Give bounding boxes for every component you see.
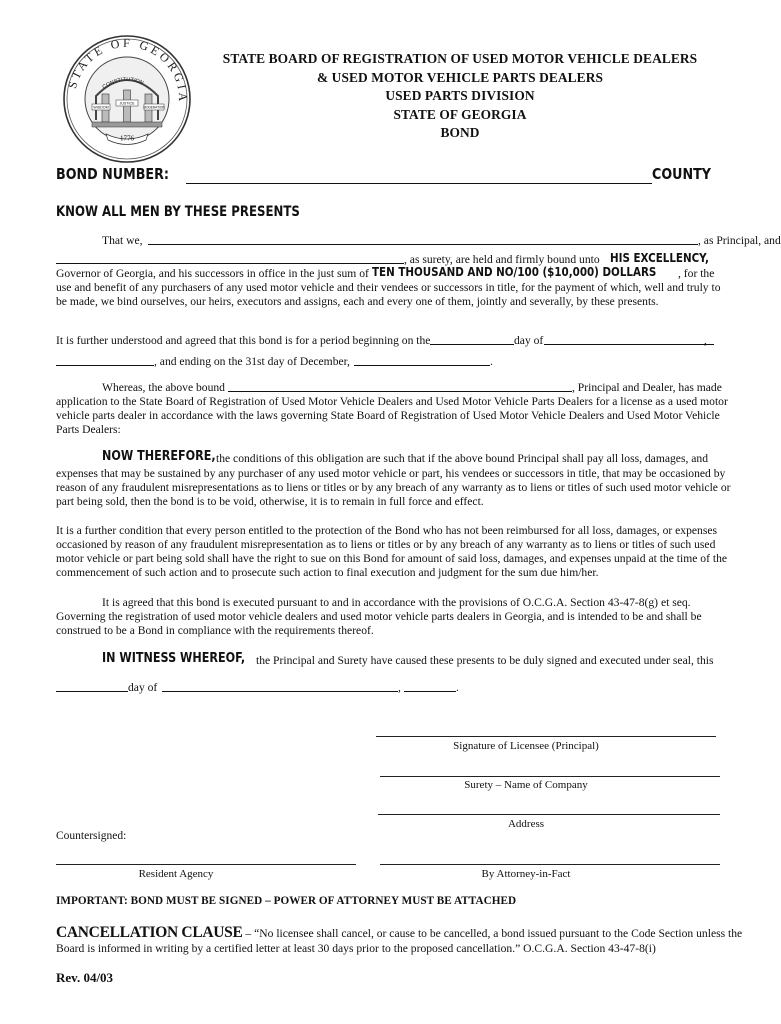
witness-month-field[interactable] [162, 681, 398, 692]
as-principal-text: , as Principal, and [698, 234, 781, 247]
p1-line-3: use and benefit of any purchasers of any used motor vehicle and their vendees or successors in title, for the payment of which, well and truly to [56, 281, 721, 294]
seal-arch-text: CONSTITUTION [101, 76, 145, 91]
seal-ribbon-wisdom: WISDOM [93, 105, 109, 110]
for-the-text: , for the [678, 267, 715, 280]
begin-comma: , [704, 334, 707, 347]
seal-outer-text: STATE OF GEORGIA [65, 35, 191, 105]
that-we-text: That we, [102, 234, 143, 247]
title-line-4: STATE OF GEORGIA [393, 106, 527, 122]
begin-month-field[interactable] [544, 334, 714, 345]
attorney-in-fact-caption: By Attorney-in-Fact [481, 868, 571, 880]
in-witness-heading: IN WITNESS WHEREOF, [102, 651, 246, 666]
p5-line-2: occasioned by reason of any fraudulent misrepresentation as to liens or titles or by any breach of any warranty as to liens or titles of such used [56, 538, 716, 551]
p5-line-1: It is a further condition that every person entitled to the protection of the Bond who has not been reimbursed for all loss, damages, or expenses [56, 524, 717, 537]
seal-year: 1776 [120, 134, 134, 143]
witness-period: . [456, 681, 459, 694]
whereas-paragraph [56, 381, 728, 437]
know-all-heading: KNOW ALL MEN BY THESE PRESENTS [56, 204, 300, 220]
licensee-signature-caption: Signature of Licensee (Principal) [453, 740, 599, 752]
attorney-in-fact-line[interactable] [380, 864, 720, 865]
period-beginning-text: It is further understood and agreed that this bond is for a period beginning on the [56, 334, 431, 347]
title-line-2: & USED MOTOR VEHICLE PARTS DEALERS [316, 69, 604, 85]
begin-year-field[interactable] [56, 355, 154, 366]
as-surety-text: , as surety, are held and firmly bound unto [404, 253, 600, 266]
address-caption: Address [507, 818, 545, 830]
ending-text: , and ending on the 31st day of December, [154, 355, 350, 368]
witness-comma: , [398, 681, 401, 694]
seal-ribbon-justice: JUSTICE [119, 101, 135, 106]
countersigned-label: Countersigned: [56, 830, 127, 842]
whereas-text: Whereas, the above bound [102, 381, 225, 394]
in-witness-paragraph [56, 651, 724, 695]
now-therefore-paragraph [56, 449, 731, 509]
begin-day-field[interactable] [430, 334, 514, 345]
title-line-5: BOND [440, 125, 480, 140]
p3-line-4: Parts Dealers: [56, 423, 121, 436]
surety-name-field[interactable] [56, 253, 404, 264]
further-condition-paragraph [56, 524, 728, 580]
revision-label: Rev. 04/03 [56, 970, 114, 985]
important-notice: IMPORTANT: BOND MUST BE SIGNED – POWER OF ATTORNEY MUST BE ATTACHED [56, 895, 517, 907]
resident-agency-line[interactable] [56, 864, 356, 865]
p3-line-3: vehicle parts dealer in accordance with the laws governing State Board of Registration of Used Motor Vehicle Dealers and Used Motor Vehicle [56, 409, 720, 422]
p4-line-2: expenses that may be sustained by any purchaser of any used motor vehicle or part, his vendees or successors in title, that may be occasioned by [56, 467, 726, 480]
resident-agency-caption: Resident Agency [138, 868, 214, 880]
now-therefore-heading: NOW THEREFORE, [102, 449, 216, 464]
principal-name-field[interactable] [148, 234, 698, 245]
p5-line-4: commencement of such action and to prosecute such action to final execution and judgment for the sum due him/her. [56, 566, 599, 579]
bond-sum-text: TEN THOUSAND AND NO/100 ($10,000) DOLLARS [372, 265, 657, 279]
county-field[interactable] [396, 169, 652, 184]
p4-line-4: part being sold, then the bond is to be void, otherwise, it is to remain in full force and effect. [56, 495, 484, 508]
p1-line-4: be made, we bind ourselves, our heirs, executors and assigns, each and every one of them, jointly and severally, by these presents. [56, 295, 659, 308]
bond-period-paragraph [56, 334, 724, 369]
begin-day-of-text: day of [514, 334, 544, 347]
surety-company-caption: Surety – Name of Company [464, 779, 588, 791]
bond-number-row [56, 165, 356, 185]
ending-period: . [490, 355, 493, 368]
ending-year-field[interactable] [354, 355, 490, 366]
p6-line-1: It is agreed that this bond is executed pursuant to and in accordance with the provisions of O.C.G.A. Section 43-47-8(g) et seq. [102, 596, 691, 609]
title-line-1: STATE BOARD OF REGISTRATION OF USED MOTOR VEHICLE DEALERS [222, 51, 698, 66]
bond-number-field[interactable] [186, 169, 402, 184]
seal-ribbon-moderation: MODERATION [143, 105, 165, 110]
p4-line-3: reason of any fraudulent misrepresentations as to liens or titles or by any breach of any warranty as to liens or titles of such used motor vehicle or [56, 481, 731, 494]
georgia-state-seal [62, 34, 192, 164]
form-title [200, 50, 720, 143]
witness-day-of-text: day of [128, 681, 158, 694]
principal-surety-paragraph [56, 234, 781, 309]
title-line-3: USED PARTS DIVISION [385, 88, 535, 103]
p5-line-3: motor vehicle or part being sold shall have the right to sue on this Bond for amount of said loss, damages, and expenses unpaid at the time of the [56, 552, 728, 565]
ocga-paragraph [56, 596, 724, 638]
p4-line-1: the conditions of this obligation are such that if the above bound Principal shall pay all loss, damages, and [216, 452, 708, 465]
licensee-signature-line[interactable] [376, 736, 716, 737]
witness-day-field[interactable] [56, 681, 128, 692]
his-excellency-text: HIS EXCELLENCY, [610, 251, 709, 265]
surety-company-line[interactable] [380, 776, 720, 777]
address-line[interactable] [378, 814, 720, 815]
p6-line-2: Governing the registration of used motor vehicle dealers and used motor vehicle parts dealers in Georgia, and is intended to be and shall be [56, 610, 702, 623]
p3-line-2: application to the State Board of Registration of Used Motor Vehicle Dealers and Used Motor Vehicle Parts Dealers for a license as a used motor [56, 395, 728, 408]
witness-year-field[interactable] [404, 681, 456, 692]
cancellation-heading: CANCELLATION CLAUSE [56, 924, 243, 941]
bond-number-label: BOND NUMBER: [56, 165, 169, 183]
in-witness-text: the Principal and Surety have caused these presents to be duly signed and executed under seal, this [256, 654, 714, 667]
principal-dealer-text: , Principal and Dealer, has made [572, 381, 722, 394]
governor-text: Governor of Georgia, and his successors in office in the just sum of [56, 267, 369, 280]
cancellation-text-1: – “No licensee shall cancel, or cause to be cancelled, a bond issued pursuant to the Code Section unless the [242, 927, 743, 940]
cancellation-text-2: Board is informed in writing by a certified letter at least 30 days prior to the proposed cancellation.” O.C.G.A. Section 43-47-8(i) [56, 942, 656, 955]
county-label: COUNTY [652, 165, 711, 183]
p6-line-3: construed to be a Bond in compliance with the requirements thereof. [56, 624, 374, 637]
dealer-name-field[interactable] [228, 381, 572, 392]
cancellation-clause [56, 924, 743, 956]
